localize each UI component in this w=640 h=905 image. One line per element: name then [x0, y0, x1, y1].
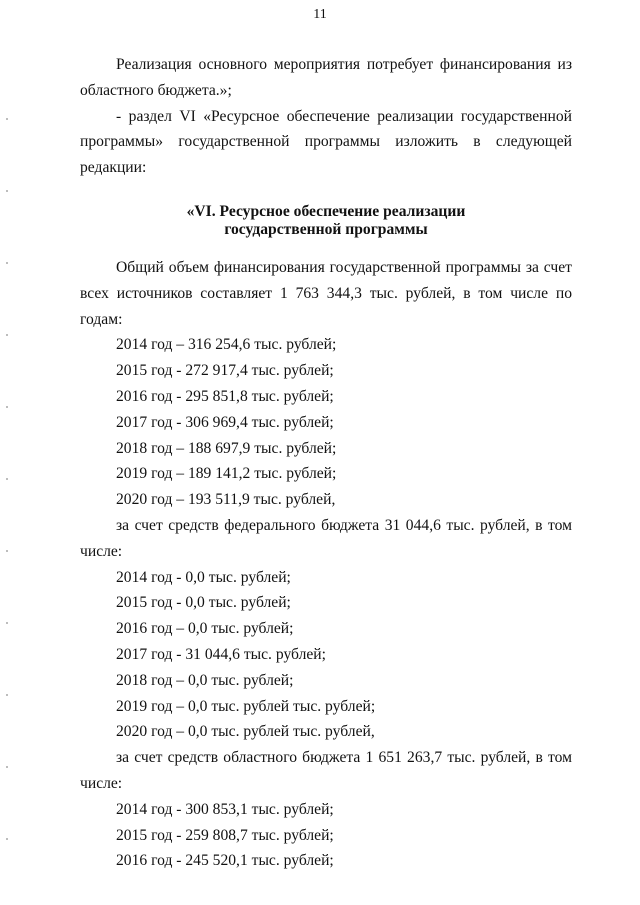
- total-year-2015: 2015 год - 272 917,4 тыс. рублей;: [116, 362, 334, 380]
- total-funding-paragraph: Общий объем финансирования государственной программы за счет всех источников составляет 1 763 344,3 тыс. рублей, в том числе по годам:: [80, 258, 572, 328]
- federal-year-2020: 2020 год – 0,0 тыс. рублей тыс. рублей,: [116, 723, 375, 741]
- page-number: 11: [313, 7, 327, 22]
- federal-funding-paragraph: за счет средств федерального бюджета 31 044,6 тыс. рублей, в том числе:: [80, 516, 572, 560]
- federal-year-2019: 2019 год – 0,0 тыс. рублей тыс. рублей;: [116, 697, 376, 715]
- intro-paragraph-1: Реализация основного мероприятия потребует финансирования из областного бюджета.»;: [80, 56, 572, 99]
- regional-year-2014: 2014 год - 300 853,1 тыс. рублей;: [116, 800, 334, 818]
- federal-year-2018: 2018 год – 0,0 тыс. рублей;: [116, 671, 294, 689]
- federal-year-2015: 2015 год - 0,0 тыс. рублей;: [116, 594, 291, 612]
- total-year-2020: 2020 год – 193 511,9 тыс. рублей,: [116, 491, 336, 509]
- regional-year-2015: 2015 год - 259 808,7 тыс. рублей;: [116, 826, 334, 844]
- regional-year-2016: 2016 год - 245 520,1 тыс. рублей;: [116, 852, 334, 870]
- total-year-2016: 2016 год - 295 851,8 тыс. рублей;: [116, 387, 334, 405]
- regional-funding-paragraph: за счет средств областного бюджета 1 651 263,7 тыс. рублей, в том числе:: [80, 749, 572, 792]
- section-heading: [80, 203, 572, 239]
- total-year-2017: 2017 год - 306 969,4 тыс. рублей;: [116, 413, 334, 431]
- document-body: [80, 52, 572, 874]
- federal-year-2016: 2016 год – 0,0 тыс. рублей;: [116, 620, 294, 638]
- total-year-2014: 2014 год – 316 254,6 тыс. рублей;: [116, 336, 337, 354]
- scan-edge-marks: [6, 80, 8, 840]
- federal-year-2014: 2014 год - 0,0 тыс. рублей;: [116, 568, 291, 586]
- federal-year-2017: 2017 год - 31 044,6 тыс. рублей;: [116, 645, 326, 663]
- total-year-2018: 2018 год – 188 697,9 тыс. рублей;: [116, 439, 337, 457]
- section-heading-line-1: «VI. Ресурсное обеспечение реализации: [186, 202, 466, 220]
- section-heading-line-2: государственной программы: [224, 220, 428, 238]
- intro-paragraph-2: - раздел VI «Ресурсное обеспечение реализации государственной программы» государственной программы изложить в следующей редакции:: [80, 107, 572, 177]
- total-year-2019: 2019 год – 189 141,2 тыс. рублей;: [116, 465, 337, 483]
